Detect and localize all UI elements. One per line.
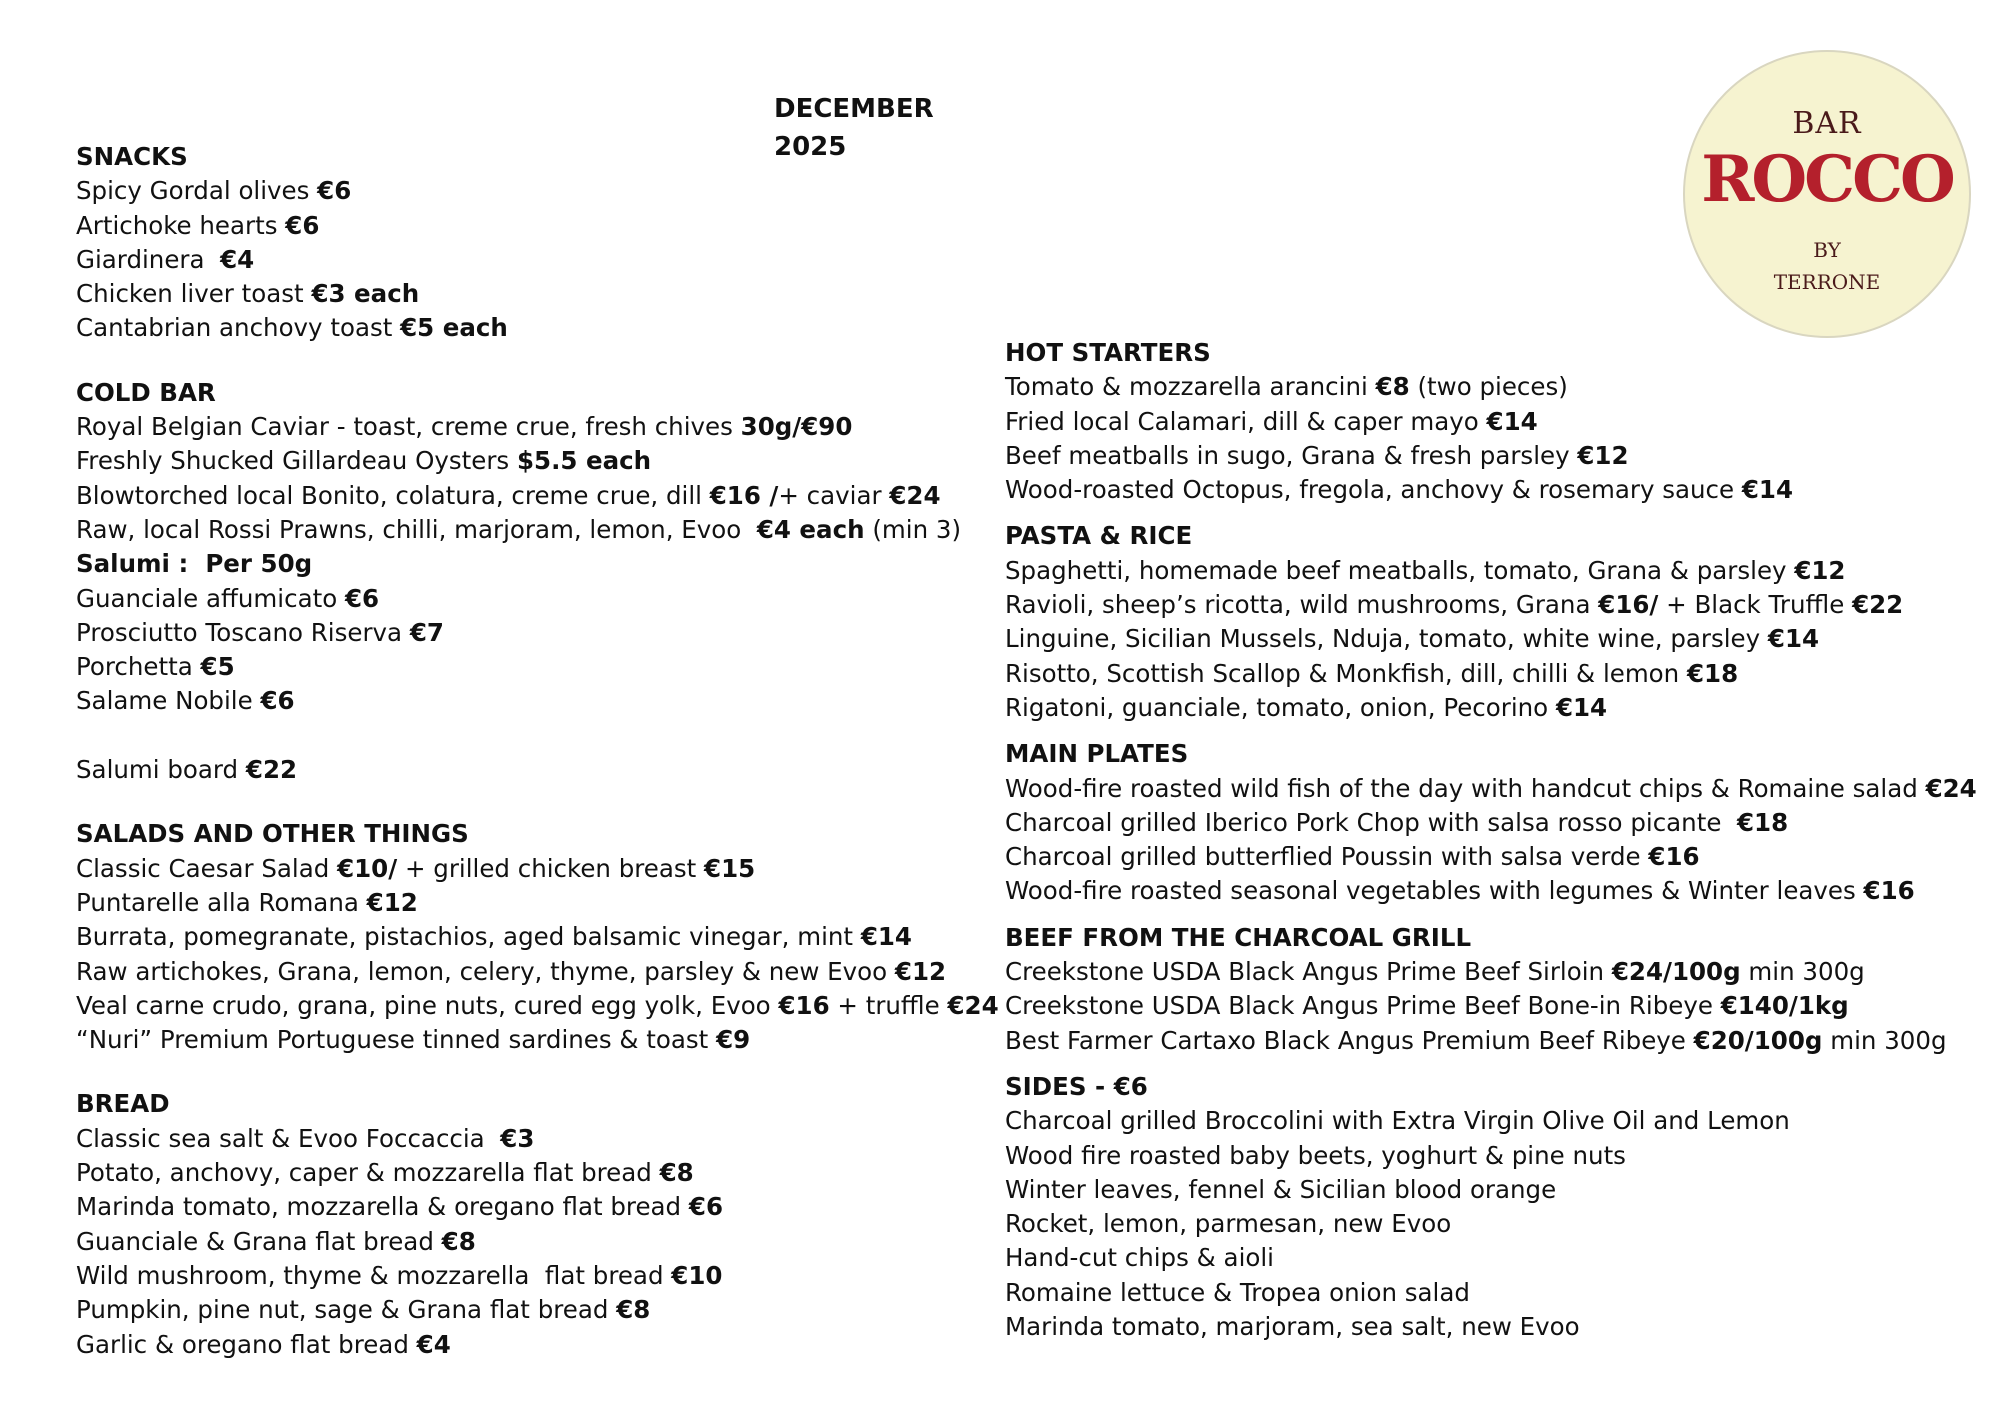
menu-item: Salumi board €22 [76, 755, 298, 785]
menu-item: Freshly Shucked Gillardeau Oysters $5.5 each [76, 446, 652, 476]
side-item: Charcoal grilled Broccolini with Extra Virgin Olive Oil and Lemon [1005, 1106, 1790, 1136]
menu-item: Spaghetti, homemade beef meatballs, tomato, Grana & parsley €12 [1005, 555, 1846, 585]
side-item: Romaine lettuce & Tropea onion salad [1005, 1277, 1470, 1307]
salumi-heading: Salumi : Per 50g [76, 549, 313, 579]
snacks-heading: SNACKS [76, 142, 188, 171]
hot-starters-heading: HOT STARTERS [1005, 338, 1211, 367]
side-item: Hand-cut chips & aioli [1005, 1243, 1274, 1273]
menu-item: Wild mushroom, thyme & mozzarella flat bread €10 [76, 1260, 723, 1290]
menu-item: Classic sea salt & Evoo Foccaccia €3 [76, 1123, 535, 1153]
menu-item: Spicy Gordal olives €6 [76, 176, 352, 206]
menu-item: Burrata, pomegranate, pistachios, aged balsamic vinegar, mint €14 [76, 922, 912, 952]
bread-heading: BREAD [76, 1089, 170, 1119]
menu-item: Raw, local Rossi Prawns, chilli, marjoram, lemon, Evoo €4 each (min 3) [76, 514, 962, 544]
menu-item: Marinda tomato, mozzarella & oregano flat bread €6 [76, 1192, 723, 1222]
date-month: DECEMBER [774, 94, 934, 124]
menu-item: Blowtorched local Bonito, colatura, creme crue, dill €16 /+ caviar €24 [76, 480, 941, 510]
logo-terrone-text: TERRONE [1773, 270, 1881, 294]
menu-item: Wood-roasted Octopus, fregola, anchovy & rosemary sauce €14 [1005, 475, 1794, 505]
menu-item: Wood-fire roasted seasonal vegetables with legumes & Winter leaves €16 [1005, 876, 1915, 906]
salads-heading: SALADS AND OTHER THINGS [76, 819, 469, 849]
cold-bar-heading: COLD BAR [76, 377, 216, 407]
menu-item: Creekstone USDA Black Angus Prime Beef Sirloin €24/100g min 300g [1005, 957, 1865, 987]
sides-heading: SIDES - €6 [1005, 1071, 1148, 1101]
logo-bar-text: BAR [1792, 106, 1862, 141]
logo-rocco-text: ROCCO [1701, 142, 1953, 217]
menu-item: “Nuri” Premium Portuguese tinned sardines & toast €9 [76, 1025, 751, 1055]
menu-item: Fried local Calamari, dill & caper mayo €14 [1005, 406, 1538, 436]
menu-item: Ravioli, sheep’s ricotta, wild mushrooms, Grana €16/ + Black Truffle €22 [1005, 590, 1904, 620]
menu-item: Royal Belgian Caviar - toast, creme crue, fresh chives 30g/€90 [76, 412, 853, 442]
menu-item: Puntarelle alla Romana €12 [76, 887, 418, 917]
bar-rocco-logo [1683, 50, 1971, 338]
side-item: Winter leaves, fennel & Sicilian blood orange [1005, 1174, 1557, 1204]
menu-item: Risotto, Scottish Scallop & Monkfish, dill, chilli & lemon €18 [1005, 658, 1739, 688]
side-item: Rocket, lemon, parmesan, new Evoo [1005, 1209, 1452, 1239]
menu-item: Salame Nobile €6 [76, 686, 295, 716]
menu-item: Chicken liver toast €3 each [76, 279, 420, 309]
menu-item: Tomato & mozzarella arancini €8 (two pieces) [1005, 372, 1568, 402]
menu-item: Raw artichokes, Grana, lemon, celery, thyme, parsley & new Evoo €12 [76, 956, 947, 986]
menu-item: Creekstone USDA Black Angus Prime Beef Bone-in Ribeye €140/1kg [1005, 991, 1849, 1021]
main-plates-heading: MAIN PLATES [1005, 739, 1189, 769]
menu-item: Linguine, Sicilian Mussels, Nduja, tomato, white wine, parsley €14 [1005, 624, 1820, 654]
menu-item: Garlic & oregano flat bread €4 [76, 1329, 451, 1359]
menu-item: Guanciale affumicato €6 [76, 583, 380, 613]
menu-left-column [76, 140, 999, 1362]
menu-item: Potato, anchovy, caper & mozzarella flat bread €8 [76, 1158, 694, 1188]
pasta-rice-heading: PASTA & RICE [1005, 521, 1193, 551]
side-item: Marinda tomato, marjoram, sea salt, new Evoo [1005, 1312, 1580, 1342]
beef-heading: BEEF FROM THE CHARCOAL GRILL [1005, 922, 1472, 952]
side-item: Wood fire roasted baby beets, yoghurt & pine nuts [1005, 1140, 1626, 1170]
menu-item: Artichoke hearts €6 [76, 210, 320, 240]
menu-item: Cantabrian anchovy toast €5 each [76, 313, 508, 343]
menu-item: Giardinera €4 [76, 244, 255, 274]
menu-right-column [1005, 336, 1995, 1344]
menu-item: Guanciale & Grana flat bread €8 [76, 1226, 476, 1256]
menu-item: Classic Caesar Salad €10/ + grilled chicken breast €15 [76, 853, 756, 883]
menu-item: Wood-fire roasted wild fish of the day with handcut chips & Romaine salad €24 [1005, 773, 1977, 803]
menu-item: Charcoal grilled Iberico Pork Chop with salsa rosso picante €18 [1005, 807, 1789, 837]
menu-item: Best Farmer Cartaxo Black Angus Premium Beef Ribeye €20/100g min 300g [1005, 1025, 1947, 1055]
menu-item: Rigatoni, guanciale, tomato, onion, Pecorino €14 [1005, 692, 1608, 722]
logo-by-text: BY [1813, 238, 1841, 262]
menu-item: Prosciutto Toscano Riserva €7 [76, 617, 444, 647]
menu-item: Charcoal grilled butterflied Poussin with salsa verde €16 [1005, 842, 1700, 872]
menu-item: Veal carne crudo, grana, pine nuts, cured egg yolk, Evoo €16 + truffle €24 [76, 990, 999, 1020]
menu-item: Porchetta €5 [76, 652, 235, 682]
menu-item: Beef meatballs in sugo, Grana & fresh parsley €12 [1005, 440, 1629, 470]
date-year: 2025 [774, 132, 847, 162]
menu-item: Pumpkin, pine nut, sage & Grana flat bread €8 [76, 1295, 651, 1325]
